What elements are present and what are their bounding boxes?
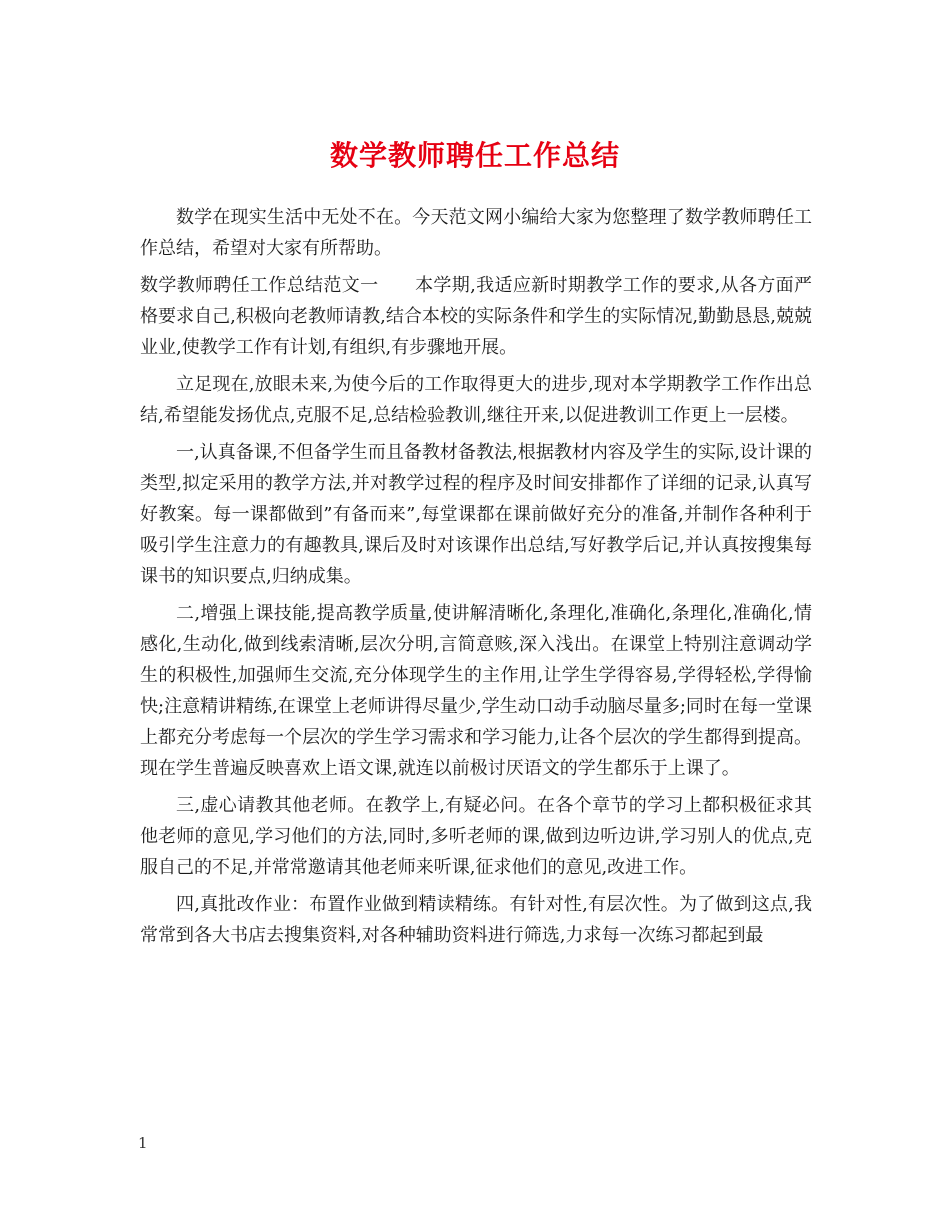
paragraph-intro: 数学在现实生活中无处不在。今天范文网小编给大家为您整理了数学教师聘任工作总结，希望对大家有所帮助。 xyxy=(140,207,812,259)
document-body xyxy=(140,202,812,957)
page-number: 1 xyxy=(138,1134,148,1152)
paragraph-point-three: 三,虚心请教其他老师。在教学上,有疑必问。在各个章节的学习上都积极征求其他老师的意见,学习他们的方法,同时,多听老师的课,做到边听边讲,学习别人的优点,克服自己的不足,并常常邀请其他老师来听课,征求他们的意见,改进工作。 xyxy=(140,795,812,878)
paragraph-sample-one: 数学教师聘任工作总结范文一 本学期,我适应新时期教学工作的要求,从各方面严格要求自己,积极向老教师请教,结合本校的实际条件和学生的实际情况,勤勤恳恳,兢兢业业,使教学工作有计划,有组织,有步骤地开展。 xyxy=(140,275,812,358)
paragraph-point-one: 一,认真备课,不但备学生而且备教材备教法,根据教材内容及学生的实际,设计课的类型,拟定采用的教学方法,并对教学过程的程序及时间安排都作了详细的记录,认真写好教案。每一课都做到”有备而来”,每堂课都在课前做好充分的准备,并制作各种利于吸引学生注意力的有趣教具,课后及时对该课作出总结,写好教学后记,并认真按搜集每课书的知识要点,归纳成集。 xyxy=(140,442,812,587)
paragraph-point-four: 四,真批改作业：布置作业做到精读精练。有针对性,有层次性。为了做到这点,我常常到各大书店去搜集资料,对各种辅助资料进行筛选,力求每一次练习都起到最 xyxy=(140,894,812,946)
paragraph-point-two: 二,增强上课技能,提高教学质量,使讲解清晰化,条理化,准确化,条理化,准确化,情感化,生动化,做到线索清晰,层次分明,言简意赅,深入浅出。在课堂上特别注意调动学生的积极性,加强师生交流,充分体现学生的主作用,让学生学得容易,学得轻松,学得愉快;注意精讲精练,在课堂上老师讲得尽量少,学生动口动手动脑尽量多;同时在每一堂课上都充分考虑每一个层次的学生学习需求和学习能力,让各个层次的学生都得到提高。现在学生普遍反映喜欢上语文课,就连以前极讨厌语文的学生都乐于上课了。 xyxy=(140,603,812,779)
document-title: 数学教师聘任工作总结 xyxy=(329,139,620,172)
paragraph-summary: 立足现在,放眼未来,为使今后的工作取得更大的进步,现对本学期教学工作作出总结,希望能发扬优点,克服不足,总结检验教训,继往开来,以促进教训工作更上一层楼。 xyxy=(140,374,812,426)
